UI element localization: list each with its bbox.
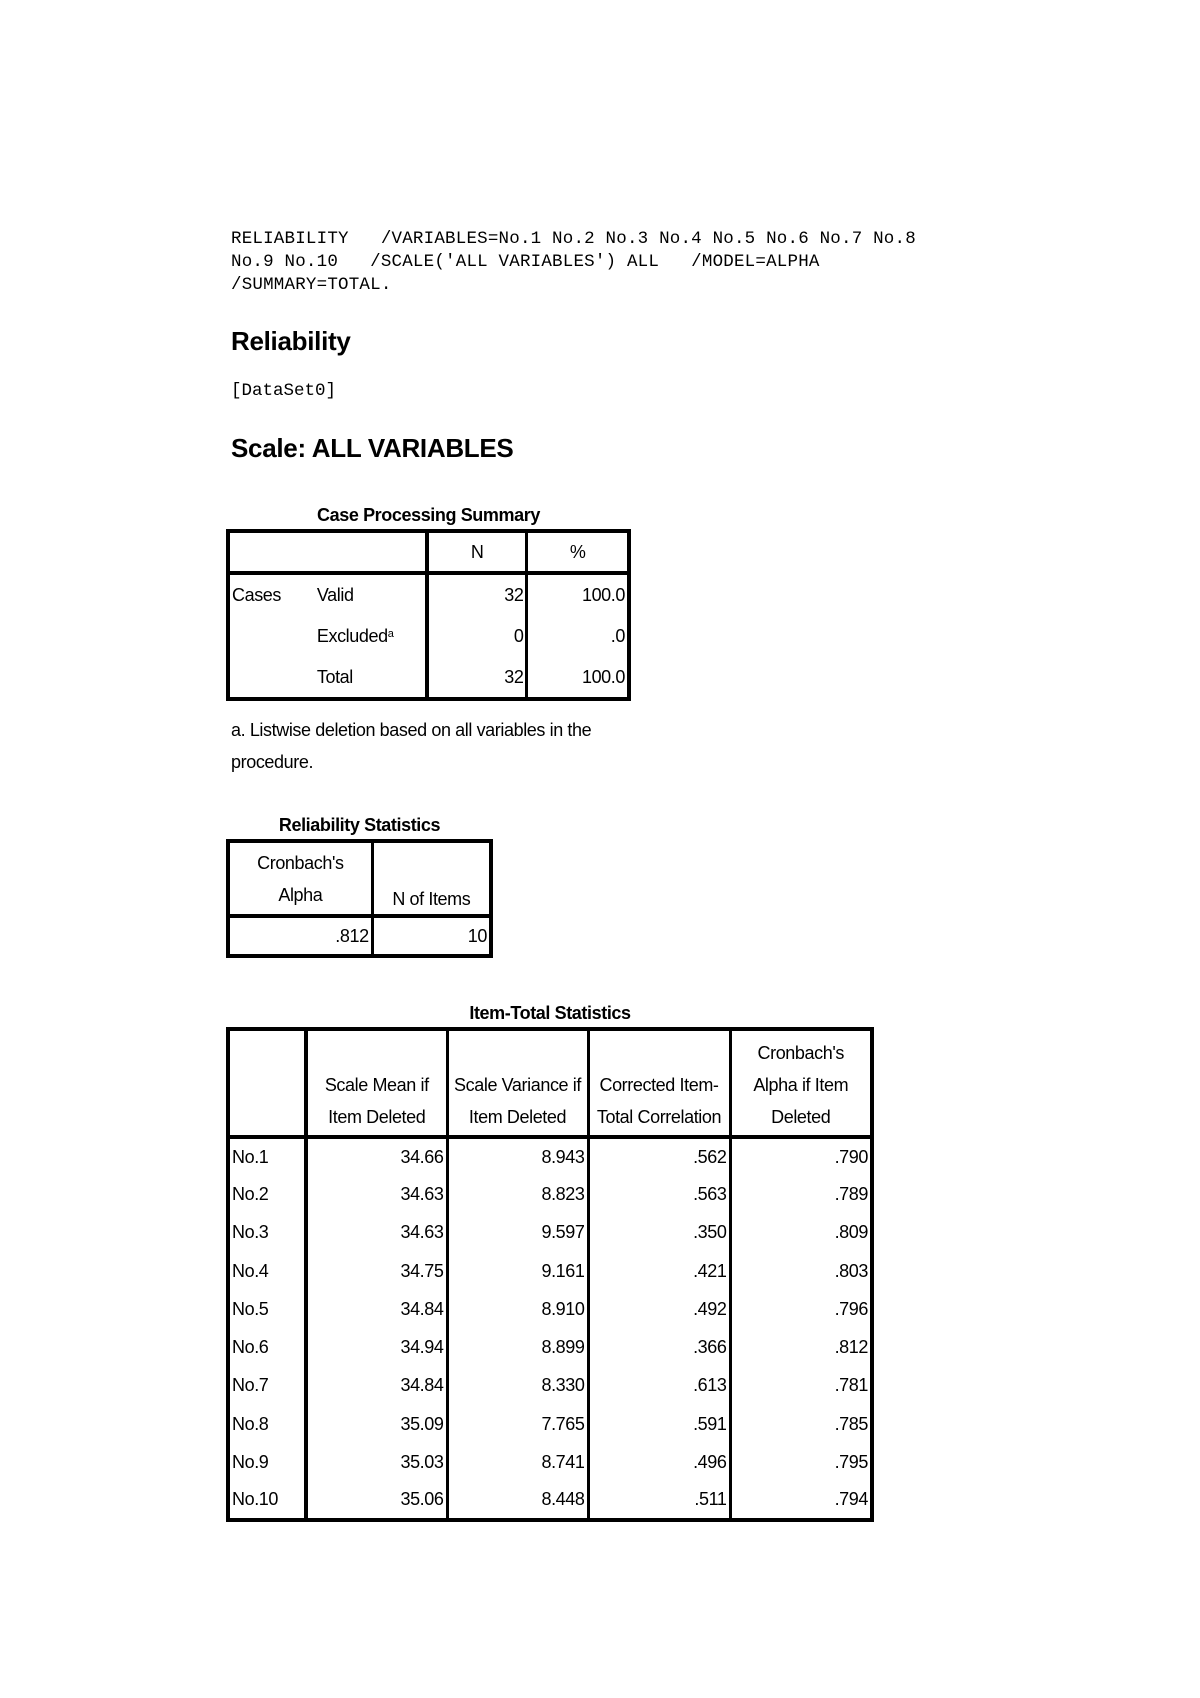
header-scale-variance: Scale Variance if Item Deleted [447,1029,588,1137]
header-corrected-correlation: Corrected Item-Total Correlation [588,1029,730,1137]
cell-scale-mean: 35.06 [306,1482,447,1520]
cell-scale-variance: 8.943 [447,1137,588,1175]
table-header-row [228,841,491,916]
item-rows [228,1137,872,1520]
cell-n: 32 [427,657,527,699]
table-header-row [228,531,629,573]
cell-scale-variance: 8.910 [447,1290,588,1328]
cell-item: No.5 [232,1298,269,1319]
table-row [228,1175,872,1213]
header-blank [228,1029,306,1137]
cell-percent: 100.0 [527,657,629,699]
cell-percent: 100.0 [527,573,629,615]
cell-scale-variance: 8.448 [447,1482,588,1520]
syntax-line: /SUMMARY=TOTAL. [231,275,392,295]
cell-n: 32 [427,573,527,615]
header-alpha-if-deleted: Cronbach's Alpha if Item Deleted [730,1029,872,1137]
cell-corrected-correlation: .350 [588,1214,730,1252]
cell-alpha: .812 [335,925,369,946]
cell-corrected-correlation: .492 [588,1290,730,1328]
table-row [228,1214,872,1252]
cell-scale-variance: 8.741 [447,1443,588,1481]
cell-item: No.1 [232,1146,269,1167]
table-row [228,1443,872,1481]
cell-item: No.7 [232,1375,269,1396]
cell-scale-mean: 35.03 [306,1443,447,1481]
table-row [228,1328,872,1366]
cell-corrected-correlation: .563 [588,1175,730,1213]
cell-item: No.3 [232,1222,269,1243]
table-row [228,1482,872,1520]
table-row [228,1290,872,1328]
cell-scale-mean: 34.63 [306,1214,447,1252]
cell-item: No.6 [232,1337,269,1358]
cell-scale-mean: 34.75 [306,1252,447,1290]
cell-alpha-if-deleted: .781 [730,1367,872,1405]
cell-corrected-correlation: .366 [588,1328,730,1366]
cell-alpha-if-deleted: .790 [730,1137,872,1175]
cell-corrected-correlation: .421 [588,1252,730,1290]
cell-scale-variance: 7.765 [447,1405,588,1443]
table-row [228,1405,872,1443]
cell-scale-variance: 8.330 [447,1367,588,1405]
row-group-label: Cases [232,584,282,605]
scale-title: Scale: ALL VARIABLES [231,433,514,463]
cell-corrected-correlation: .511 [588,1482,730,1520]
row-label: Valid [316,584,354,605]
cell-alpha-if-deleted: .796 [730,1290,872,1328]
cell-corrected-correlation: .613 [588,1367,730,1405]
reliability-caption: Reliability Statistics [278,815,441,835]
header-blank [315,531,427,573]
cell-item: No.4 [232,1260,269,1281]
dataset-label: [DataSet0] [231,381,337,401]
cell-alpha-if-deleted: .803 [730,1252,872,1290]
cell-scale-mean: 34.63 [306,1175,447,1213]
cell-percent: .0 [527,615,629,657]
cell-alpha-if-deleted: .809 [730,1214,872,1252]
table-row [228,615,629,657]
cell-n: 0 [427,615,527,657]
header-n: N [427,531,527,573]
cell-corrected-correlation: .591 [588,1405,730,1443]
cell-scale-mean: 34.84 [306,1367,447,1405]
cell-scale-mean: 35.09 [306,1405,447,1443]
header-cronbach-alpha: Cronbach's Alpha [228,841,372,916]
cell-corrected-correlation: .496 [588,1443,730,1481]
cell-item: No.8 [232,1413,269,1434]
table-header-row [228,1029,872,1137]
footnote-marker: a [387,627,394,640]
cell-alpha-if-deleted: .789 [730,1175,872,1213]
item-total-caption: Item-Total Statistics [469,1003,631,1023]
item-total-table [226,1027,874,1522]
case-processing-caption: Case Processing Summary [317,505,540,525]
cell-scale-mean: 34.84 [306,1290,447,1328]
cell-item: No.9 [232,1452,269,1473]
table-row [228,657,629,699]
cell-scale-variance: 9.161 [447,1252,588,1290]
case-processing-footnote: a. Listwise deletion based on all variables in the procedure. [231,720,592,772]
table-row [228,573,629,615]
cell-alpha-if-deleted: .785 [730,1405,872,1443]
cell-corrected-correlation: .562 [588,1137,730,1175]
cell-scale-variance: 9.597 [447,1214,588,1252]
cell-alpha-if-deleted: .812 [730,1328,872,1366]
row-label: Total [316,666,353,687]
syntax-line: No.9 No.10 /SCALE('ALL VARIABLES') ALL /MODEL=ALPHA [231,252,820,272]
cell-scale-variance: 8.899 [447,1328,588,1366]
cell-alpha-if-deleted: .794 [730,1482,872,1520]
cell-item: No.10 [232,1489,279,1510]
reliability-table [226,839,493,958]
page-title: Reliability [231,326,351,356]
header-percent: % [527,531,629,573]
syntax-block [231,228,1091,297]
row-group-blank [228,657,315,699]
row-label: Excluded$^a$ [316,625,394,646]
syntax-line: RELIABILITY /VARIABLES=No.1 No.2 No.3 No.4 No.5 No.6 No.7 No.8 [231,229,916,249]
header-n-of-items: N of Items [372,841,491,916]
table-row [228,1137,872,1175]
cell-alpha-if-deleted: .795 [730,1443,872,1481]
row-group-blank [228,615,315,657]
header-scale-mean: Scale Mean if Item Deleted [306,1029,447,1137]
table-row [228,1367,872,1405]
case-processing-table [226,529,631,701]
header-blank [228,531,315,573]
table-row [228,1252,872,1290]
cell-scale-mean: 34.66 [306,1137,447,1175]
cell-n-items: 10 [372,916,491,956]
cell-item: No.2 [232,1183,269,1204]
table-row [228,916,491,956]
cell-scale-variance: 8.823 [447,1175,588,1213]
cell-scale-mean: 34.94 [306,1328,447,1366]
